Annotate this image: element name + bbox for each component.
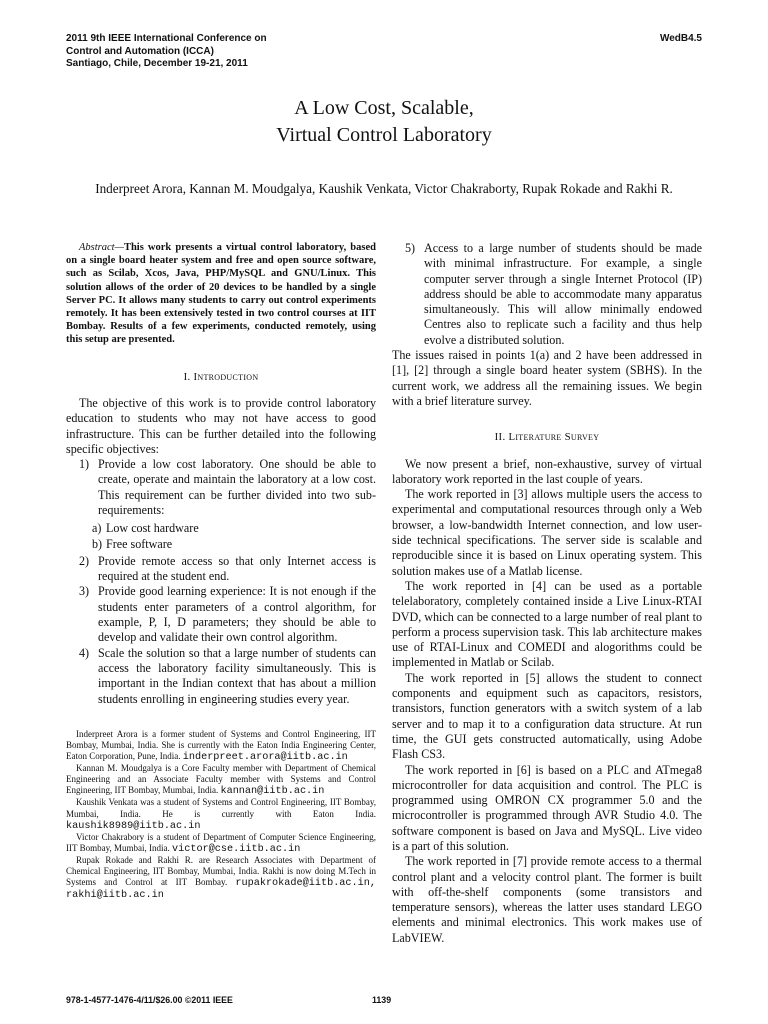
left-column <box>66 241 376 901</box>
footnote-text: Rupak Rokade and Rakhi R. are Research Associates with Department of Chemical Engineering, IIT Bombay, Mumbai, India. Rakhi is now doing M.Tech in Systems and Control at IIT Bombay. <box>66 854 376 888</box>
literature-paragraph: We now present a brief, non-exhaustive, survey of virtual laboratory work reported in the last couple of years. <box>392 456 702 486</box>
footnote-text: Kannan M. Moudgalya is a Core Faculty member with Department of Chemical Engineering and an Associate Faculty member with Systems and Control Engineering, IIT Bombay, Mumbai, India. <box>66 763 376 796</box>
footnote <box>66 797 376 831</box>
section-number: II. <box>494 431 509 444</box>
list-item <box>66 554 376 585</box>
sub-item-label: a) <box>92 521 102 536</box>
email-link[interactable]: kaushik8989@iitb.ac.in <box>66 820 201 832</box>
footnote <box>66 855 376 901</box>
title-line-1: A Low Cost, Scalable, <box>294 97 474 119</box>
list-item-text: Provide a low cost laboratory. One should be able to create, operate and maintain the laboratory at a low cost. This requirement can be further divided into two sub-requirements: <box>98 457 376 517</box>
conference-line-1: 2011 9th IEEE International Conference on <box>66 33 267 44</box>
list-item-number: 4) <box>79 645 90 660</box>
literature-paragraph: The work reported in [6] is based on a PLC and ATmega8 microcontroller for data acquisition and control. The PLC is programmed using OMRON CX programmer 5.0 and the microcontroller is programmed through AVR Studio 4.0. The software component is based on Java and MySQL. Live video is a part of this solution. <box>392 762 702 853</box>
literature-paragraph: The work reported in [7] provide remote access to a thermal control plant and a velocity control plant. The former is built with off-the-shelf components (some transistors and temperature sensors), whereas the latter uses standard LEGO elements and minimal electronics. This work makes use of LabVIEW. <box>392 854 702 945</box>
sub-list-item <box>66 537 376 552</box>
author-footnotes <box>66 729 376 901</box>
list-item-number: 2) <box>79 553 90 568</box>
conference-header <box>66 33 267 71</box>
list-item <box>66 584 376 645</box>
literature-paragraph: The work reported in [3] allows multiple users the access to experimental and computational resources through only a Web browser, a low-bandwidth Internet connection, and low user-side technical specifications. The server side is scalable and reproducible since it is based on Linux operating system. This solution makes use of a Matlab license. <box>392 487 702 578</box>
section-heading-introduction <box>66 370 376 385</box>
footnote-text: Inderpreet Arora is a former student of Systems and Control Engineering, IIT Bombay, Mumbai, India. She is currently with the Eaton India Engineering Center, Eaton Corporation, Pune, India. <box>66 728 376 762</box>
section-title: Introduction <box>193 370 259 383</box>
sub-list-item <box>66 521 376 536</box>
list-item-number: 1) <box>79 457 90 472</box>
abstract-label: Abstract <box>79 242 115 253</box>
intro-paragraph: The objective of this work is to provide control laboratory education to students who may not have access to good infrastructure. This can be further detailed into the following specific objectives: <box>66 395 376 456</box>
paper-title <box>0 95 768 149</box>
sub-item-label: b) <box>92 536 103 551</box>
list-item <box>66 646 376 707</box>
list-item-text: Access to a large number of students should be made with minimal infrastructure. For example, a single computer server through a single Internet Protocol (IP) address should be able to accommodate many apparatus simultaneously. This will allow minimally endowed Centres also to replicate such a facility and thus help evolve a distributed solution. <box>424 241 702 347</box>
conference-line-2: Control and Automation (ICCA) <box>66 45 214 57</box>
footnote-text: Kaushik Venkata was a student of Systems and Control Engineering, IIT Bombay, Mumbai, India. He is currently with Eaton India. <box>66 797 376 819</box>
email-link[interactable]: rupakrokade@iitb.ac.in, rakhi@iitb.ac.in <box>66 878 376 902</box>
isbn-copyright: 978-1-4577-1476-4/11/$26.00 ©2011 IEEE <box>66 995 233 1005</box>
footnote <box>66 729 376 763</box>
session-code: WedB4.5 <box>659 33 702 44</box>
literature-paragraph: The work reported in [5] allows the student to connect components and equipment such as capacitors, resistors, transistors, function generators with a switch system of a lab server and to map it to a configuration data structure. At run time, the GUI gets constructed automatically, using Adobe Flash CS3. <box>392 670 702 762</box>
objectives-list <box>66 457 376 707</box>
list-item-number: 5) <box>405 241 416 255</box>
title-line-2: Virtual Control Laboratory <box>276 124 492 146</box>
objectives-list-continued <box>392 241 702 348</box>
list-item <box>392 241 702 348</box>
abstract-text: This work presents a virtual control laboratory, based on a single board heater system and free and open source software, such as Scilab, Xcos, Java, PHP/MySQL and GNU/Linux. This solution allows of the order of 20 devices to be handled by a single Server PC. It allows many students to carry out control experiments remotely. It has been extensively tested in two control courses at IIT Bombay. Results of a few experiments, conducted remotely, using this setup are presented. <box>66 242 376 346</box>
right-column <box>392 241 702 946</box>
list-item-text: Provide good learning experience: It is not enough if the students enter parameters of a control algorithm, for example, P, I, D parameters; they should be able to develop and validate their own control algorithm. <box>98 584 376 645</box>
conference-line-3: Santiago, Chile, December 19-21, 2011 <box>66 58 248 69</box>
sub-item-text: Low cost hardware <box>106 521 199 536</box>
sub-requirements-list <box>66 521 376 552</box>
list-item <box>66 457 376 552</box>
footnote <box>66 763 376 797</box>
list-item-text: Provide remote access so that only Internet access is required at the student end. <box>98 553 376 584</box>
sub-item-text: Free software <box>106 536 173 551</box>
email-link[interactable]: victor@cse.iitb.ac.in <box>171 843 301 855</box>
page-number: 1139 <box>372 995 392 1005</box>
list-item-number: 3) <box>79 584 90 599</box>
email-link[interactable]: inderpreet.arora@iitb.ac.in <box>182 752 348 764</box>
issues-paragraph: The issues raised in points 1(a) and 2 have been addressed in [1], [2] through a single board heater system (SBHS). In the current work, we address all the remaining issues. We begin with a brief literature survey. <box>392 348 702 408</box>
section-title: Literature Survey <box>508 431 600 444</box>
email-link[interactable]: kannan@iitb.ac.in <box>220 786 325 798</box>
footnote-text: Victor Chakrabory is a student of Department of Computer Science Engineering, IIT Bombay, Mumbai, India. <box>66 831 376 853</box>
section-number: I. <box>183 370 194 383</box>
list-item-text: Scale the solution so that a large number of students can access the laboratory facility simultaneously. This is important in the Indian context that has about a million students enrolling in engineering studies every year. <box>98 645 376 706</box>
author-list: Inderpreet Arora, Kannan M. Moudgalya, Kaushik Venkata, Victor Chakraborty, Rupak Rokade and Rakhi R. <box>95 181 673 196</box>
footnote <box>66 832 376 855</box>
literature-paragraph: The work reported in [4] can be used as a portable telelaboratory, completely contained inside a Live Linux-RTAI DVD, which can be connected to a large number of real plant to perform a process supervision task. This lab architecture makes use of RTAI-Linux and COMEDI and alogorithms could be implemented in Matlab or Scilab. <box>392 578 702 670</box>
section-heading-literature-survey <box>392 430 702 445</box>
abstract: Abstract—This work presents a virtual control laboratory, based on a single board heater system and free and open source software, such as Scilab, Xcos, Java, PHP/MySQL and GNU/Linux. This solution allows of the order of 20 devices to be handled by a single Server PC. It allows many students to carry out control experiments remotely. It has been extensively tested in two control courses at IIT Bombay. Results of a few experiments, conducted remotely, using this setup are presented. <box>66 242 376 346</box>
